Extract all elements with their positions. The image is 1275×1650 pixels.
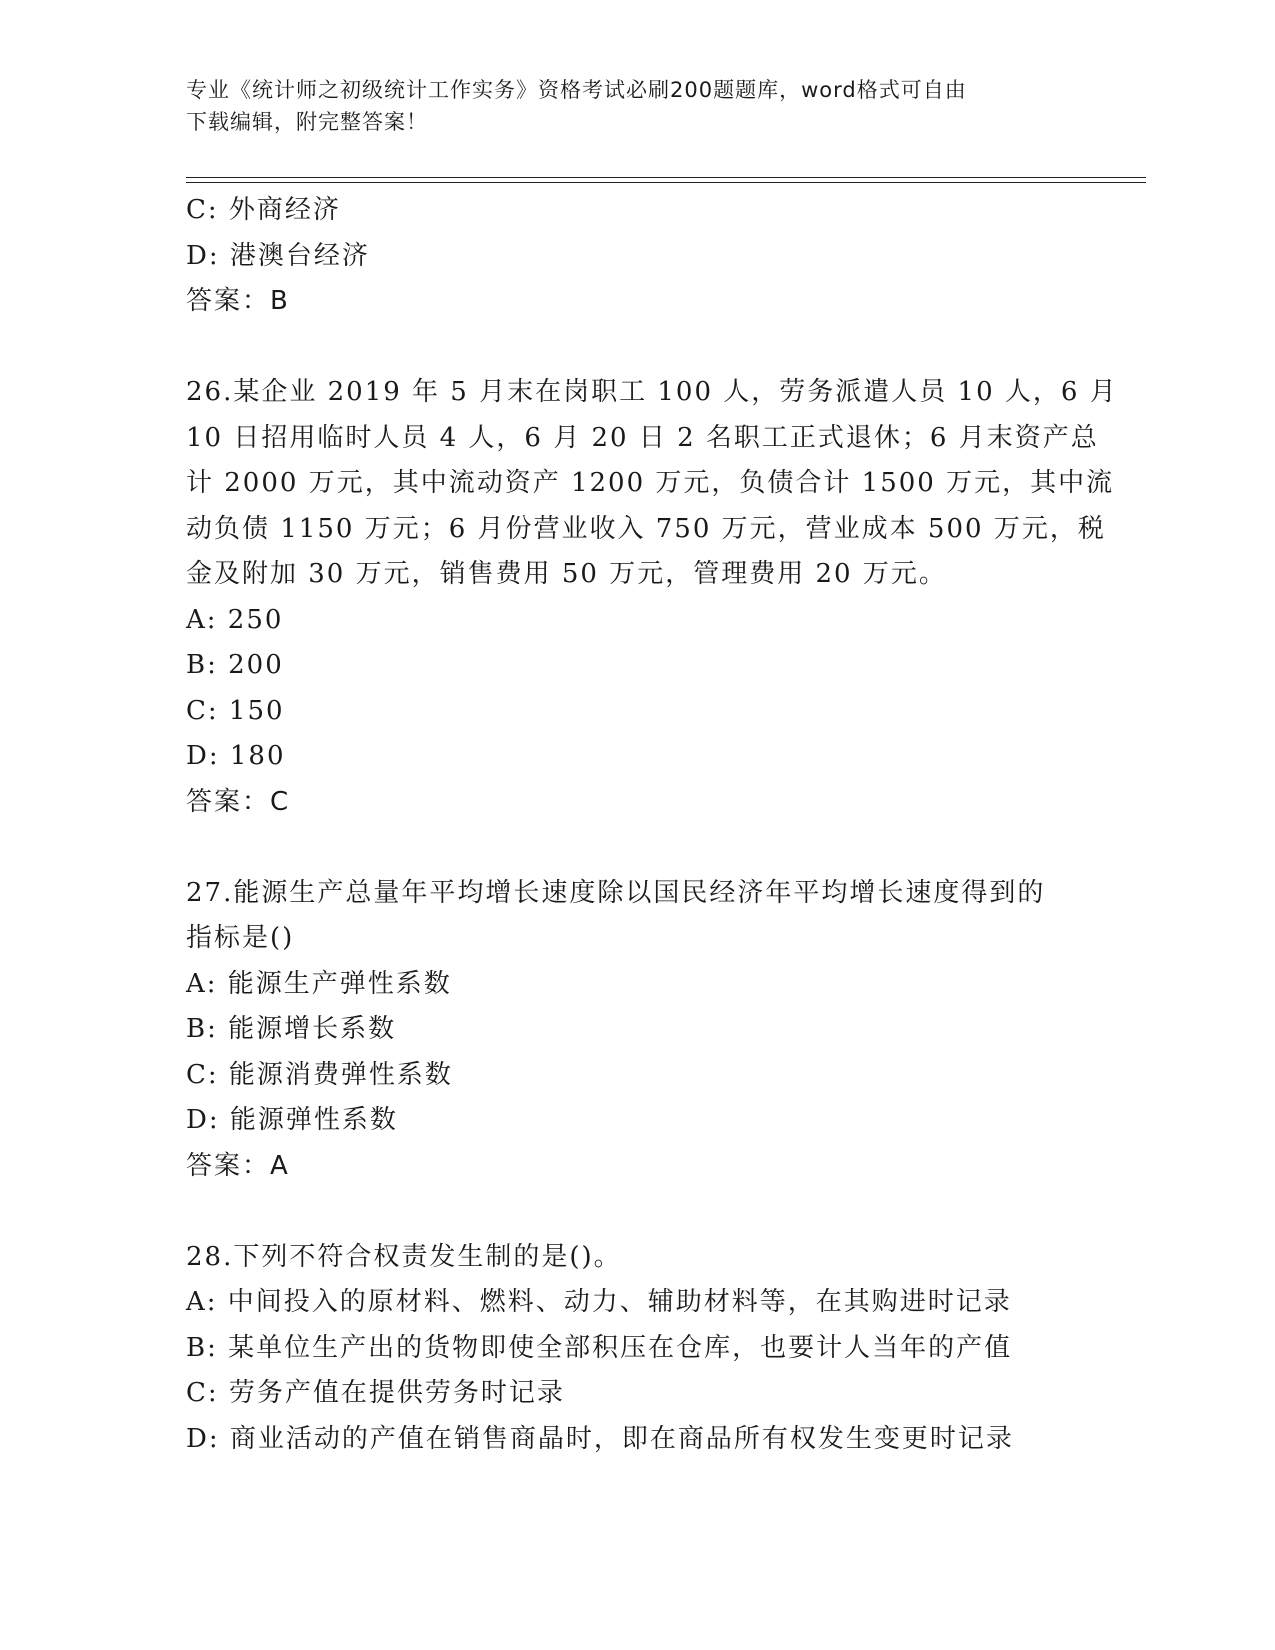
q26-stem-line: 金及附加 30 万元，销售费用 50 万元，管理费用 20 万元。 (186, 559, 947, 589)
spacer (186, 325, 1086, 371)
q28-option-c: C: 劳务产值在提供劳务时记录 (186, 1378, 565, 1408)
q28-option-d: D: 商业活动的产值在销售商晶时，即在商品所有权发生变更时记录 (186, 1423, 1014, 1454)
q26-option-b: B: 200 (186, 650, 284, 680)
header-rule-bottom (186, 182, 1146, 183)
spacer (186, 825, 1086, 871)
q26-answer: 答案：C (186, 786, 291, 817)
q28-option-a: A: 中间投入的原材料、燃料、动力、辅助材料等，在其购进时记录 (186, 1287, 1012, 1317)
q27-stem-line: 27.能源生产总量年平均增长速度除以国民经济年平均增长速度得到的 (186, 877, 1046, 908)
document-header (186, 74, 1066, 138)
q26-option-a: A: 250 (186, 604, 284, 635)
q27-option-a: A: 能源生产弹性系数 (186, 968, 452, 999)
header-rule-top (186, 177, 1146, 178)
prev-answer: 答案：B (186, 286, 290, 316)
q28-option-b: B: 某单位生产出的货物即使全部积压在仓库，也要计人当年的产值 (186, 1332, 1013, 1363)
header-line-2: 下载编辑，附完整答案！ (186, 110, 428, 134)
q26-option-d: D: 180 (186, 741, 286, 771)
q27-option-d: D: 能源弹性系数 (186, 1105, 398, 1135)
header-line-1: 专业《统计师之初级统计工作实务》资格考试必刷200题题库，word格式可自由 (186, 78, 967, 102)
spacer (186, 1189, 1086, 1235)
q27-option-b: B: 能源增长系数 (186, 1014, 397, 1044)
q26-stem-line: 10 日招用临时人员 4 人，6 月 20 日 2 名职工正式退休；6 月末资产总 (186, 422, 1099, 453)
q27-option-c: C: 能源消费弹性系数 (186, 1059, 453, 1090)
question-content (186, 188, 1118, 1462)
q27-stem-line: 指标是() (186, 923, 295, 953)
q26-stem-line: 26.某企业 2019 年 5 月末在岗职工 100 人，劳务派遣人员 10 人，6 月 (186, 377, 1118, 407)
prev-option-c: C: 外商经济 (186, 195, 341, 225)
q26-stem-line: 动负债 1150 万元；6 月份营业收入 750 万元，营业成本 500 万元，税 (186, 513, 1106, 544)
q28-stem-line: 28.下列不符合权责发生制的是()。 (186, 1241, 622, 1272)
prev-option-d: D: 港澳台经济 (186, 240, 370, 271)
q27-answer: 答案：A (186, 1150, 290, 1181)
q26-stem-line: 计 2000 万元，其中流动资产 1200 万元，负债合计 1500 万元，其中流 (186, 468, 1115, 498)
q26-option-c: C: 150 (186, 695, 285, 726)
